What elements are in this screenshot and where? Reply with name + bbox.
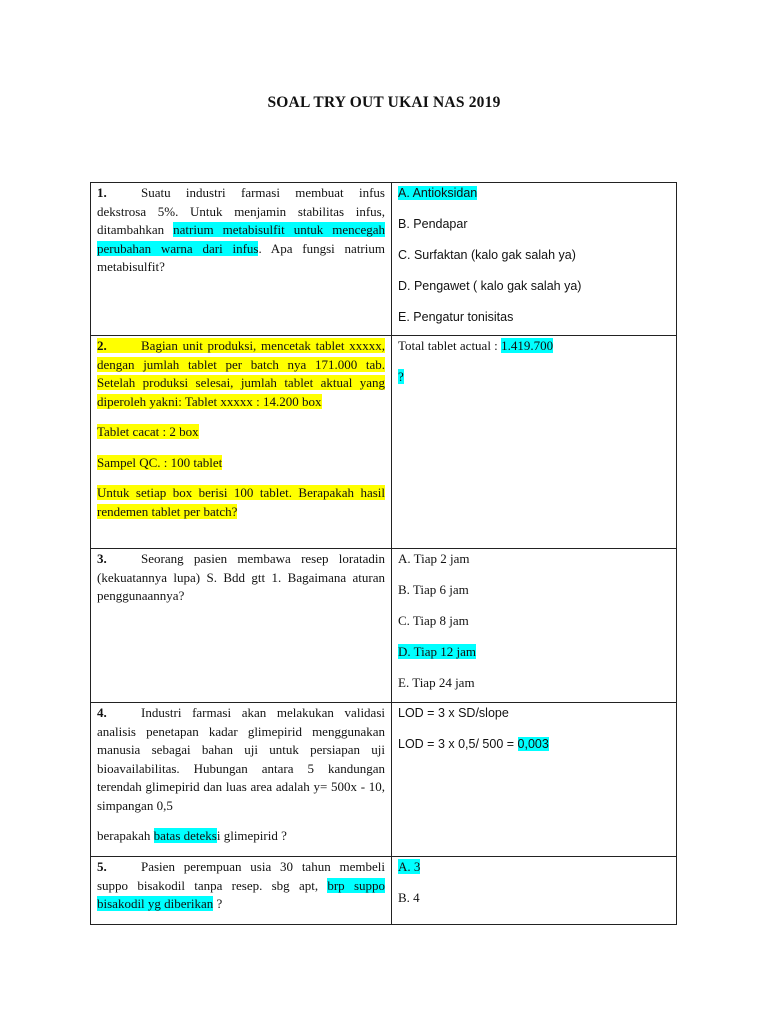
question-table xyxy=(90,182,677,925)
answer-cell xyxy=(392,703,677,857)
question-text: Suatu industri farmasi membuat infus dekstrosa 5%. Untuk menjamin stabilitas infus, ditambahkan xyxy=(97,185,385,237)
answer-value: 1.419.700 xyxy=(501,338,554,353)
question-number: 2. xyxy=(97,338,107,353)
question-text-end: . Apa fungsi natrium metabisulfit? xyxy=(97,240,385,274)
question-cell xyxy=(91,183,392,336)
sampel-qc: Sampel QC. : 100 tablet xyxy=(97,454,223,470)
option-c: C. Surfaktan (kalo gak salah ya) xyxy=(398,248,576,262)
table-row xyxy=(91,183,677,336)
question-text: Industri farmasi akan melakukan validasi analisis penetapan kadar glimepirid menggunakan manusia sebagai bahan uji untuk persiapan uji bioavailabilitas. Hubungan antara 5 kandungan terendah glimepirid dan luas area adalah y= 500x - 10, simpangan 0,5 xyxy=(97,705,385,813)
option-a: A. Tiap 2 jam xyxy=(398,551,470,566)
option-d: D. Tiap 12 jam xyxy=(398,644,477,659)
question-cell xyxy=(91,336,392,549)
page-title: SOAL TRY OUT UKAI NAS 2019 xyxy=(267,94,501,111)
question-cell xyxy=(91,549,392,703)
option-a: A. 3 xyxy=(398,859,421,874)
question-prompt-end: i glimepirid ? xyxy=(216,828,287,843)
option-a: A. Antioksidan xyxy=(398,186,478,200)
table-row xyxy=(91,703,677,857)
question-cell xyxy=(91,703,392,857)
option-e: E. Tiap 24 jam xyxy=(398,675,475,690)
question-highlight: batas deteks xyxy=(153,828,217,843)
table-row xyxy=(91,857,677,925)
tablet-cacat: Tablet cacat : 2 box xyxy=(97,424,199,439)
option-b: B. 4 xyxy=(398,890,420,905)
answer-cell xyxy=(392,183,677,336)
table-row xyxy=(91,549,677,703)
question-prompt: berapakah xyxy=(97,828,154,843)
question-highlight: brp suppo bisakodil yg diberikan xyxy=(97,877,385,911)
option-b: B. Tiap 6 jam xyxy=(398,582,469,597)
formula-result: 0,003 xyxy=(517,737,549,751)
question-number: 4. xyxy=(97,705,107,720)
question-cell xyxy=(91,857,392,925)
option-c: C. Tiap 8 jam xyxy=(398,613,469,628)
formula-calc: LOD = 3 x 0,5/ 500 = xyxy=(398,737,518,751)
question-number: 1. xyxy=(97,185,107,200)
question-prompt: Untuk setiap box berisi 100 tablet. Berapakah hasil rendemen tablet per batch? xyxy=(97,485,385,519)
table-row xyxy=(91,336,677,549)
formula-lod: LOD = 3 x SD/slope xyxy=(398,706,509,720)
answer-unknown: ? xyxy=(398,369,404,384)
question-number: 5. xyxy=(97,859,107,874)
question-highlight: natrium metabisulfit untuk mencegah perubahan warna dari infus xyxy=(97,222,385,256)
answer-cell xyxy=(392,549,677,703)
question-number: 3. xyxy=(97,551,107,566)
option-d: D. Pengawet ( kalo gak salah ya) xyxy=(398,279,582,293)
question-text-end: ? xyxy=(213,896,223,911)
question-text: Pasien perempuan usia 30 tahun membeli suppo bisakodil tanpa resep. sbg apt, xyxy=(97,859,385,893)
answer-label: Total tablet actual : xyxy=(398,338,502,353)
question-text: Bagian unit produksi, mencetak tablet xxxxx, dengan jumlah tablet per batch nya 171.000 tab. Setelah produksi selesai, jumlah tablet aktual yang diperoleh yakni: Tablet xxxxx : 14.200 box xyxy=(97,338,385,409)
option-e: E. Pengatur tonisitas xyxy=(398,310,514,324)
question-text: Seorang pasien membawa resep loratadin (kekuatannya lupa) S. Bdd gtt 1. Bagaimana aturan penggunaannya? xyxy=(97,551,385,603)
option-b: B. Pendapar xyxy=(398,217,468,231)
answer-cell xyxy=(392,857,677,925)
answer-cell xyxy=(392,336,677,549)
